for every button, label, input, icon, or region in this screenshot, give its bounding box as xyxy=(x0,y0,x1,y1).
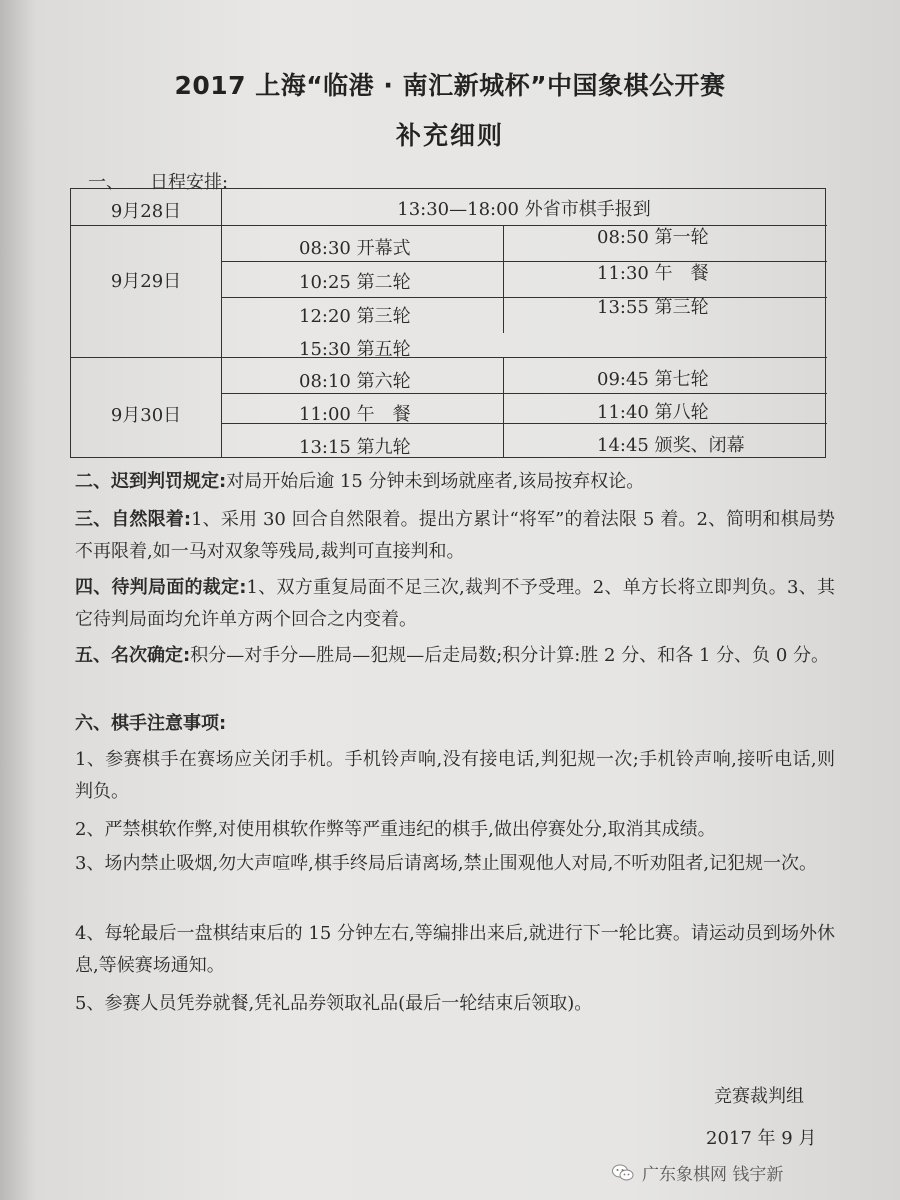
schedule-date: 9月29日 xyxy=(110,271,182,292)
section-text: 对局开始后逾 15 分钟未到场就座者,该局按弃权论。 xyxy=(226,471,645,492)
wechat-icon xyxy=(612,1164,634,1187)
schedule-item: 13:30—18:00 外省市棋手报到 xyxy=(397,199,651,220)
schedule-heading-number: 一、 xyxy=(88,172,124,193)
section-heading: 三、自然限着: xyxy=(75,509,192,530)
table-col-divider xyxy=(221,189,222,457)
schedule-item: 09:45 第七轮 xyxy=(597,369,709,390)
section-text: 1、双方重复局面不足三次,裁判不予受理。2、单方长将立即判负。3、其它待判局面均允许单方两个回合之内变着。 xyxy=(75,577,835,630)
schedule-table xyxy=(70,188,826,458)
schedule-item: 11:40 第八轮 xyxy=(597,402,709,423)
section-move-limit xyxy=(75,504,835,568)
schedule-item: 11:00 午 餐 xyxy=(299,404,411,425)
schedule-date: 9月30日 xyxy=(110,405,182,426)
schedule-item: 08:30 开幕式 xyxy=(299,238,411,259)
section-heading: 二、迟到判罚规定: xyxy=(75,471,227,492)
table-row-divider xyxy=(221,297,827,298)
section-ranking xyxy=(75,640,835,672)
schedule-item: 08:50 第一轮 xyxy=(597,227,709,248)
schedule-item: 13:15 第九轮 xyxy=(299,437,411,458)
note-item: 1、参赛棋手在赛场应关闭手机。手机铃声响,没有接电话,判犯规一次;手机铃声响,接听电话,则判负。 xyxy=(75,749,835,802)
document-title: 2017 上海“临港 · 南汇新城杯”中国象棋公开赛 xyxy=(174,71,726,100)
section-heading: 六、棋手注意事项: xyxy=(75,713,227,734)
watermark xyxy=(612,1160,783,1187)
section-notes-heading xyxy=(75,708,835,740)
schedule-heading-label: 日程安排: xyxy=(150,172,229,193)
watermark-text: 广东象棋网 钱宇新 xyxy=(642,1165,784,1185)
table-col-divider xyxy=(503,357,504,457)
table-row-divider xyxy=(71,357,827,358)
schedule-item: 08:10 第六轮 xyxy=(299,371,411,392)
section-ruling xyxy=(75,572,835,636)
table-row-divider xyxy=(221,261,827,262)
schedule-item: 14:45 颁奖、闭幕 xyxy=(597,435,745,456)
schedule-date: 9月28日 xyxy=(110,201,182,222)
note-item: 2、严禁棋软作弊,对使用棋软作弊等严重违纪的棋手,做出停赛处分,取消其成绩。 xyxy=(75,819,716,840)
section-late-penalty xyxy=(75,466,835,498)
schedule-item: 12:20 第三轮 xyxy=(299,306,411,327)
section-text: 积分—对手分—胜局—犯规—后走局数;积分计算:胜 2 分、和各 1 分、负 0 分。 xyxy=(190,645,830,666)
schedule-item: 10:25 第二轮 xyxy=(299,272,411,293)
table-col-divider xyxy=(503,225,504,333)
schedule-item: 13:55 第三轮 xyxy=(597,297,709,318)
table-row-divider xyxy=(221,393,827,394)
document-subtitle: 补充细则 xyxy=(395,121,504,150)
section-text: 1、采用 30 回合自然限着。提出方累计“将军”的着法限 5 着。2、简明和棋局势不再限着,如一马对双象等残局,裁判可直接判和。 xyxy=(75,509,835,562)
schedule-item: 15:30 第五轮 xyxy=(299,339,411,360)
note-item: 5、参赛人员凭券就餐,凭礼品券领取礼品(最后一轮结束后领取)。 xyxy=(75,993,593,1014)
signature-date: 2017 年 9 月 xyxy=(706,1128,817,1149)
note-item: 4、每轮最后一盘棋结束后的 15 分钟左右,等编排出来后,就进行下一轮比赛。请运动员到场外休息,等候赛场通知。 xyxy=(75,923,835,976)
section-heading: 四、待判局面的裁定: xyxy=(75,577,247,598)
note-item: 3、场内禁止吸烟,勿大声喧哗,棋手终局后请离场,禁止围观他人对局,不听劝阻者,记犯规一次。 xyxy=(75,853,818,874)
signature-org: 竞赛裁判组 xyxy=(714,1086,804,1107)
schedule-item: 11:30 午 餐 xyxy=(597,263,709,284)
section-heading: 五、名次确定: xyxy=(75,645,191,666)
table-row-divider xyxy=(71,225,827,226)
